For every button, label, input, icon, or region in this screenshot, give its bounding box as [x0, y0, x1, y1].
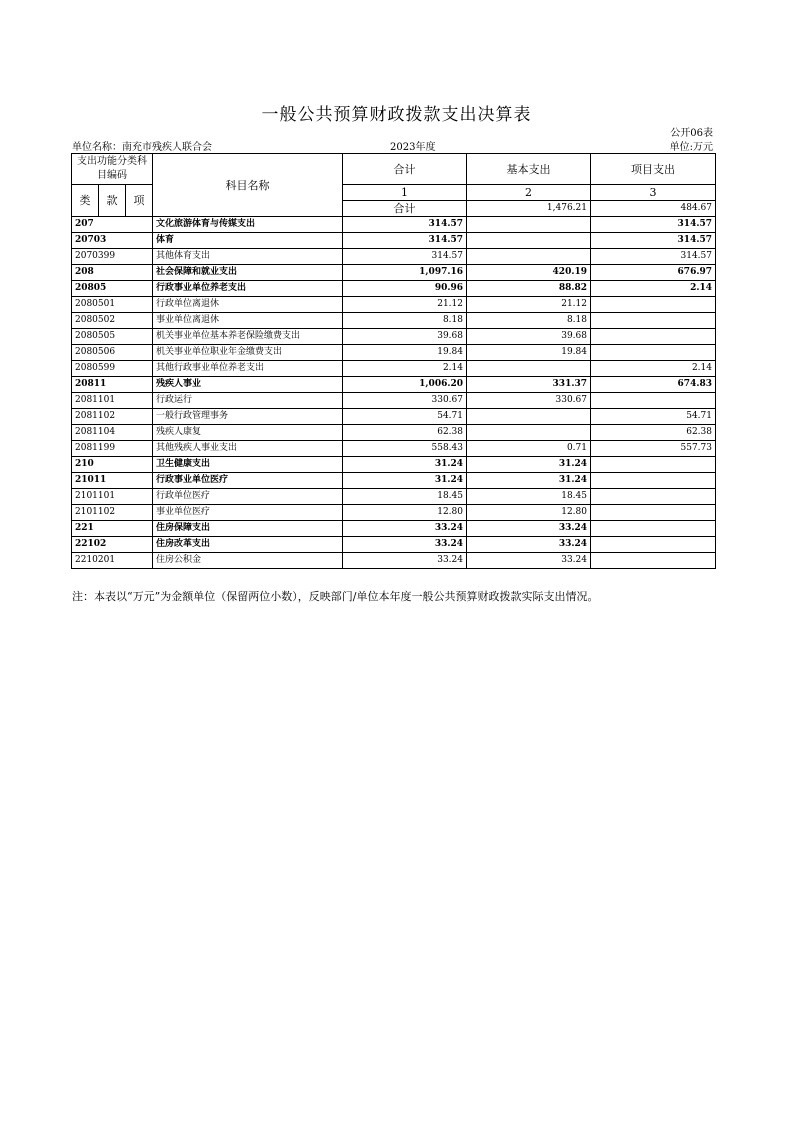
row-subject-name: 体育 [153, 233, 343, 249]
row-subject-name: 机关事业单位职业年金缴费支出 [153, 345, 343, 361]
row-code: 2081102 [72, 409, 153, 425]
row-code: 208 [72, 265, 153, 281]
row-basic: 18.45 [467, 489, 591, 505]
row-total: 1,097.16 [343, 265, 467, 281]
row-code: 2080502 [72, 313, 153, 329]
row-code: 20811 [72, 377, 153, 393]
table-row [72, 281, 716, 297]
row-basic: 330.67 [467, 393, 591, 409]
row-total: 39.68 [343, 329, 467, 345]
row-subject-name: 事业单位离退休 [153, 313, 343, 329]
row-total: 18.45 [343, 489, 467, 505]
row-basic: 21.12 [467, 297, 591, 313]
row-code: 21011 [72, 473, 153, 489]
basic-index: 2 [467, 185, 591, 201]
row-subject-name: 其他行政事业单位养老支出 [153, 361, 343, 377]
project-header: 项目支出 [591, 154, 716, 185]
table-row [72, 553, 716, 569]
project-index: 3 [591, 185, 716, 201]
row-total: 330.67 [343, 393, 467, 409]
row-code: 22102 [72, 537, 153, 553]
table-row [72, 377, 716, 393]
row-subject-name: 行政事业单位养老支出 [153, 281, 343, 297]
row-basic: 331.37 [467, 377, 591, 393]
row-code: 2080599 [72, 361, 153, 377]
row-project [591, 345, 716, 361]
table-row [72, 329, 716, 345]
table-row [72, 505, 716, 521]
row-code: 2210201 [72, 553, 153, 569]
unit-name: 单位名称：南充市残疾人联合会 [72, 142, 212, 153]
table-row [72, 265, 716, 281]
row-project [591, 329, 716, 345]
table-row [72, 489, 716, 505]
row-total: 19.84 [343, 345, 467, 361]
row-code: 2101101 [72, 489, 153, 505]
row-project [591, 457, 716, 473]
row-total: 33.24 [343, 553, 467, 569]
row-project: 314.57 [591, 249, 716, 265]
row-basic: 39.68 [467, 329, 591, 345]
row-subject-name: 行政单位离退休 [153, 297, 343, 313]
form-number: 公开06表 [670, 128, 713, 139]
row-total: 54.71 [343, 409, 467, 425]
row-code: 2081199 [72, 441, 153, 457]
table-row [72, 537, 716, 553]
row-subject-name: 住房保障支出 [153, 521, 343, 537]
row-total: 31.24 [343, 473, 467, 489]
row-basic: 31.24 [467, 457, 591, 473]
row-subject-name: 残疾人康复 [153, 425, 343, 441]
row-subject-name: 行政单位医疗 [153, 489, 343, 505]
row-subject-name: 其他体育支出 [153, 249, 343, 265]
total-row-label: 合计 [343, 201, 467, 217]
row-code: 2080506 [72, 345, 153, 361]
row-total: 2.14 [343, 361, 467, 377]
expenditure-table [71, 153, 716, 569]
total-row-basic: 484.67 [591, 201, 716, 217]
row-project [591, 505, 716, 521]
func-class-header: 支出功能分类科目编码 [72, 154, 153, 185]
row-basic: 33.24 [467, 521, 591, 537]
row-subject-name: 住房公积金 [153, 553, 343, 569]
table-row [72, 233, 716, 249]
row-project: 314.57 [591, 217, 716, 233]
row-basic: 12.80 [467, 505, 591, 521]
report-meta [72, 138, 713, 152]
table-row [72, 249, 716, 265]
row-basic [467, 233, 591, 249]
table-row [72, 473, 716, 489]
table-row [72, 393, 716, 409]
row-project: 314.57 [591, 233, 716, 249]
row-project [591, 553, 716, 569]
row-project [591, 537, 716, 553]
header-row [72, 154, 716, 185]
total-header: 合计 [343, 154, 467, 185]
row-project: 2.14 [591, 361, 716, 377]
row-subject-name: 卫生健康支出 [153, 457, 343, 473]
row-basic [467, 361, 591, 377]
table-row [72, 521, 716, 537]
table-row [72, 409, 716, 425]
row-total: 8.18 [343, 313, 467, 329]
row-code: 2080501 [72, 297, 153, 313]
lei-header: 类 [72, 185, 99, 217]
row-total: 314.57 [343, 233, 467, 249]
row-code: 2081104 [72, 425, 153, 441]
row-total: 62.38 [343, 425, 467, 441]
row-code: 210 [72, 457, 153, 473]
row-total: 33.24 [343, 521, 467, 537]
row-basic: 8.18 [467, 313, 591, 329]
row-code: 20703 [72, 233, 153, 249]
row-basic [467, 217, 591, 233]
row-project [591, 521, 716, 537]
row-project [591, 473, 716, 489]
row-total: 314.57 [343, 217, 467, 233]
table-row [72, 361, 716, 377]
row-total: 33.24 [343, 537, 467, 553]
row-subject-name: 住房改革支出 [153, 537, 343, 553]
row-code: 2080505 [72, 329, 153, 345]
row-basic: 33.24 [467, 537, 591, 553]
row-subject-name: 机关事业单位基本养老保险缴费支出 [153, 329, 343, 345]
row-project [591, 393, 716, 409]
row-basic [467, 425, 591, 441]
row-total: 21.12 [343, 297, 467, 313]
basic-header: 基本支出 [467, 154, 591, 185]
row-subject-name: 社会保障和就业支出 [153, 265, 343, 281]
row-project: 2.14 [591, 281, 716, 297]
row-basic: 88.82 [467, 281, 591, 297]
row-project: 557.73 [591, 441, 716, 457]
row-project [591, 313, 716, 329]
row-basic: 0.71 [467, 441, 591, 457]
row-project: 674.83 [591, 377, 716, 393]
table-row [72, 345, 716, 361]
table-row [72, 441, 716, 457]
row-code: 2101102 [72, 505, 153, 521]
row-total: 31.24 [343, 457, 467, 473]
row-subject-name: 一般行政管理事务 [153, 409, 343, 425]
table-row [72, 217, 716, 233]
row-subject-name: 事业单位医疗 [153, 505, 343, 521]
row-code: 221 [72, 521, 153, 537]
total-index: 1 [343, 185, 467, 201]
subject-name-header: 科目名称 [153, 154, 343, 217]
xiang-header: 项 [126, 185, 153, 217]
row-project: 676.97 [591, 265, 716, 281]
fiscal-year: 2023年度 [390, 142, 436, 153]
row-subject-name: 行政运行 [153, 393, 343, 409]
row-code: 2070399 [72, 249, 153, 265]
row-subject-name: 行政事业单位医疗 [153, 473, 343, 489]
row-subject-name: 残疾人事业 [153, 377, 343, 393]
row-basic: 31.24 [467, 473, 591, 489]
table-row [72, 297, 716, 313]
row-code: 2081101 [72, 393, 153, 409]
row-total: 1,006.20 [343, 377, 467, 393]
currency-unit: 单位:万元 [669, 142, 713, 153]
row-project [591, 297, 716, 313]
row-basic: 420.19 [467, 265, 591, 281]
row-code: 207 [72, 217, 153, 233]
row-total: 314.57 [343, 249, 467, 265]
table-row [72, 425, 716, 441]
row-project [591, 489, 716, 505]
kuan-header: 款 [99, 185, 126, 217]
total-row-total: 1,476.21 [467, 201, 591, 217]
row-total: 90.96 [343, 281, 467, 297]
row-total: 558.43 [343, 441, 467, 457]
row-code: 20805 [72, 281, 153, 297]
row-project: 54.71 [591, 409, 716, 425]
row-basic [467, 249, 591, 265]
footnote: 注：本表以“万元”为金额单位（保留两位小数），反映部门/单位本年度一般公共预算财政拨款实际支出情况。 [72, 590, 599, 603]
report-title: 一般公共预算财政拨款支出决算表 [261, 105, 532, 125]
row-subject-name: 文化旅游体育与传媒支出 [153, 217, 343, 233]
row-basic: 19.84 [467, 345, 591, 361]
row-subject-name: 其他残疾人事业支出 [153, 441, 343, 457]
table-row [72, 457, 716, 473]
row-total: 12.80 [343, 505, 467, 521]
row-basic: 33.24 [467, 553, 591, 569]
row-basic [467, 409, 591, 425]
row-project: 62.38 [591, 425, 716, 441]
table-row [72, 313, 716, 329]
